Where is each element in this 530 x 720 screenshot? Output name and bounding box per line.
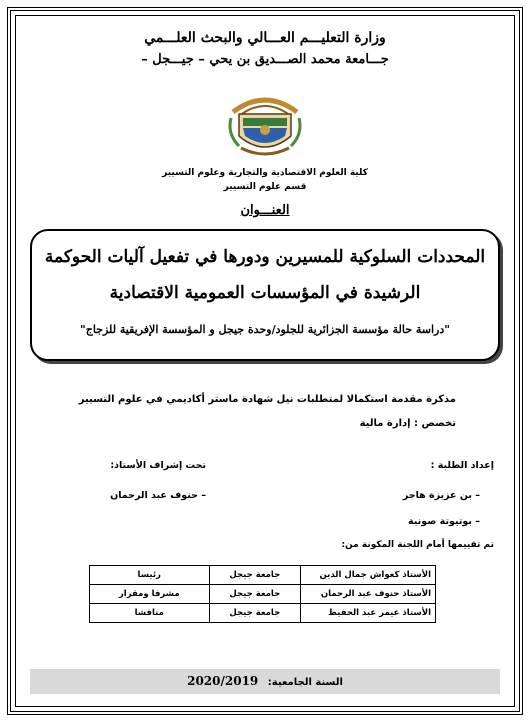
member-university: جامعة جيجل (209, 585, 301, 604)
title-label: العنـــوان (240, 203, 290, 218)
thesis-title-box (30, 229, 500, 361)
student-name: – بوتيوتة صونية (408, 516, 480, 527)
department-name: قسم علوم التسيير (223, 182, 307, 192)
thesis-case-study: "دراسة حالة مؤسسة الجزائرية للجلود/وحدة جيجل و المؤسسة الإفريقية للزجاج" (80, 323, 450, 336)
committee-table (89, 565, 436, 623)
table-row (90, 566, 436, 585)
memo-statement: مذكرة مقدمة استكمالا لمتطلبات نيل شهادة ماستر أكاديمي في علوم التسيير (78, 394, 456, 405)
committee-label: تم تقييمها أمام اللجنة المكونة من: (341, 540, 494, 550)
member-university: جامعة جيجل (209, 566, 301, 585)
specialty: تخصص : إدارة مالية (359, 418, 456, 429)
table-row (90, 585, 436, 604)
academic-year-bar (30, 669, 500, 694)
member-university: جامعة جيجل (209, 604, 301, 623)
academic-year-value: 2020/2019 (187, 674, 259, 688)
students-label: إعداد الطلبة : (430, 460, 494, 471)
member-role: مناقشا (90, 604, 210, 623)
university-name: جـــامعة محمد الصـــديق بن يحي – جيـــجل – (141, 52, 389, 67)
student-name: – بن عزيزة هاجر (402, 490, 480, 501)
supervisor-name: – حنوف عبد الرحمان (110, 490, 206, 501)
thesis-title-line2: الرشيدة في المؤسسات العمومية الاقتصادية (109, 283, 421, 303)
member-role: مشرفا ومقرار (90, 585, 210, 604)
thesis-title-line1: المحددات السلوكية للمسيرين ودورها في تفعيل آليات الحوكمة (44, 247, 486, 267)
member-role: رئيسا (90, 566, 210, 585)
member-name: الأستاذ عيمر عبد الحفيظ (301, 604, 436, 623)
academic-year-label: السنة الجامعية: (267, 677, 343, 688)
supervisor-label: تحت إشراف الأستاذ: (110, 460, 206, 471)
table-row (90, 604, 436, 623)
member-name: الأستاذ حنوف عبد الرحمان (301, 585, 436, 604)
university-emblem-icon (225, 84, 305, 164)
ministry-name: وزارة التعليـــم العـــالي والبحث العلـــمي (144, 30, 386, 46)
member-name: الأستاذ كعواش جمال الدين (301, 566, 436, 585)
faculty-name: كلية العلوم الاقتصادية والتجارية وعلوم التسيير (162, 168, 368, 178)
